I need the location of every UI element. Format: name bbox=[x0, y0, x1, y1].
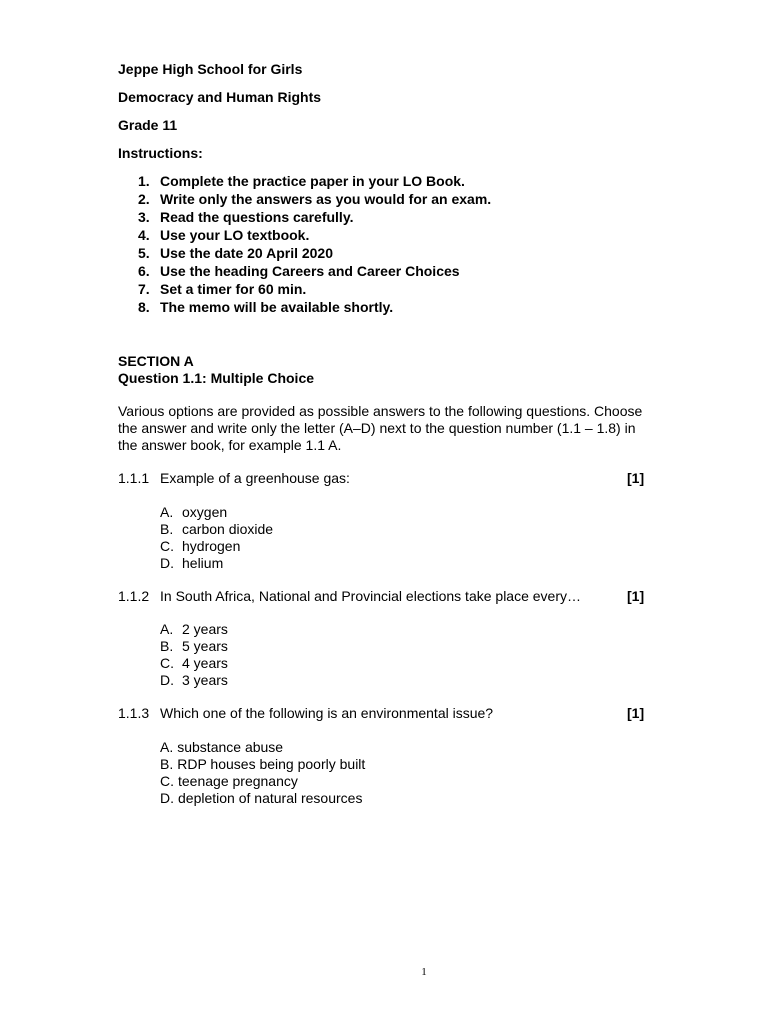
section-title: SECTION A bbox=[118, 353, 194, 369]
option-text: 4 years bbox=[182, 655, 228, 671]
instruction-text: The memo will be available shortly. bbox=[160, 299, 394, 315]
option-item bbox=[160, 756, 365, 773]
instruction-text: Use the heading Careers and Career Choices bbox=[160, 263, 460, 279]
option-text: RDP houses being poorly built bbox=[177, 756, 366, 772]
grade-label: Grade 11 bbox=[118, 117, 178, 133]
question-text: In South Africa, National and Provincial elections take place every… bbox=[160, 588, 582, 604]
option-text: 5 years bbox=[182, 638, 228, 654]
question-mark: [1] bbox=[627, 705, 645, 721]
instruction-number: 1. bbox=[138, 173, 150, 189]
option-item bbox=[160, 521, 273, 538]
option-letter: A. bbox=[160, 739, 174, 755]
question-mark: [1] bbox=[627, 470, 645, 486]
option-text: oxygen bbox=[182, 504, 228, 520]
option-text: substance abuse bbox=[177, 739, 284, 755]
subject-title: Democracy and Human Rights bbox=[118, 89, 322, 105]
option-text: hydrogen bbox=[182, 538, 241, 554]
instruction-item bbox=[138, 262, 491, 280]
option-item bbox=[160, 638, 228, 655]
option-item bbox=[160, 621, 228, 638]
option-item bbox=[160, 773, 365, 790]
option-text: carbon dioxide bbox=[182, 521, 274, 537]
instruction-number: 8. bbox=[138, 299, 150, 315]
instruction-number: 2. bbox=[138, 191, 150, 207]
option-letter: D. bbox=[160, 555, 174, 571]
section-intro: Various options are provided as possible answers to the following questions. Choose the answer and write only the letter (A–D) next to the question number (1.1 – 1.8) in the answer book, for example 1.1 A. bbox=[118, 403, 643, 453]
instruction-item bbox=[138, 226, 491, 244]
option-letter: B. bbox=[160, 521, 174, 537]
question-mark: [1] bbox=[627, 588, 645, 604]
instruction-item bbox=[138, 280, 491, 298]
options-list bbox=[160, 621, 228, 689]
option-letter: A. bbox=[160, 504, 174, 520]
option-item bbox=[160, 672, 228, 689]
option-letter: D. bbox=[160, 790, 174, 806]
option-letter: C. bbox=[160, 773, 174, 789]
option-text: helium bbox=[182, 555, 224, 571]
option-text: teenage pregnancy bbox=[178, 773, 298, 789]
option-letter: C. bbox=[160, 655, 174, 671]
option-letter: B. bbox=[160, 638, 174, 654]
instruction-item bbox=[138, 244, 491, 262]
instruction-number: 3. bbox=[138, 209, 150, 225]
instruction-text: Use the date 20 April 2020 bbox=[160, 245, 334, 261]
instruction-number: 7. bbox=[138, 281, 150, 297]
instruction-text: Write only the answers as you would for an exam. bbox=[160, 191, 492, 207]
options-list bbox=[160, 504, 273, 572]
option-item bbox=[160, 504, 273, 521]
instruction-text: Read the questions carefully. bbox=[160, 209, 354, 225]
instruction-item bbox=[138, 172, 491, 190]
instruction-text: Use your LO textbook. bbox=[160, 227, 310, 243]
instructions-list bbox=[138, 172, 491, 316]
instruction-item bbox=[138, 298, 491, 316]
options-list bbox=[160, 739, 365, 807]
question-number: 1.1.2 bbox=[118, 588, 150, 604]
option-letter: A. bbox=[160, 621, 174, 637]
instructions-label: Instructions: bbox=[118, 145, 203, 161]
instruction-text: Complete the practice paper in your LO Book. bbox=[160, 173, 465, 189]
question-number: 1.1.1 bbox=[118, 470, 150, 486]
instruction-number: 6. bbox=[138, 263, 150, 279]
question-title: Question 1.1: Multiple Choice bbox=[118, 370, 315, 386]
instruction-number: 4. bbox=[138, 227, 150, 243]
option-item bbox=[160, 538, 273, 555]
page-number: 1 bbox=[421, 966, 427, 978]
question-text: Which one of the following is an environmental issue? bbox=[160, 705, 494, 721]
option-item bbox=[160, 555, 273, 572]
option-item bbox=[160, 739, 365, 756]
option-letter: C. bbox=[160, 538, 174, 554]
option-text: 2 years bbox=[182, 621, 228, 637]
option-text: 3 years bbox=[182, 672, 228, 688]
question-text: Example of a greenhouse gas: bbox=[160, 470, 350, 486]
instruction-number: 5. bbox=[138, 245, 150, 261]
instruction-item bbox=[138, 208, 491, 226]
option-item bbox=[160, 655, 228, 672]
question-number: 1.1.3 bbox=[118, 705, 150, 721]
option-text: depletion of natural resources bbox=[178, 790, 363, 806]
school-name: Jeppe High School for Girls bbox=[118, 61, 303, 77]
instruction-text: Set a timer for 60 min. bbox=[160, 281, 307, 297]
option-item bbox=[160, 790, 365, 807]
instruction-item bbox=[138, 190, 491, 208]
option-letter: D. bbox=[160, 672, 174, 688]
option-letter: B. bbox=[160, 756, 174, 772]
